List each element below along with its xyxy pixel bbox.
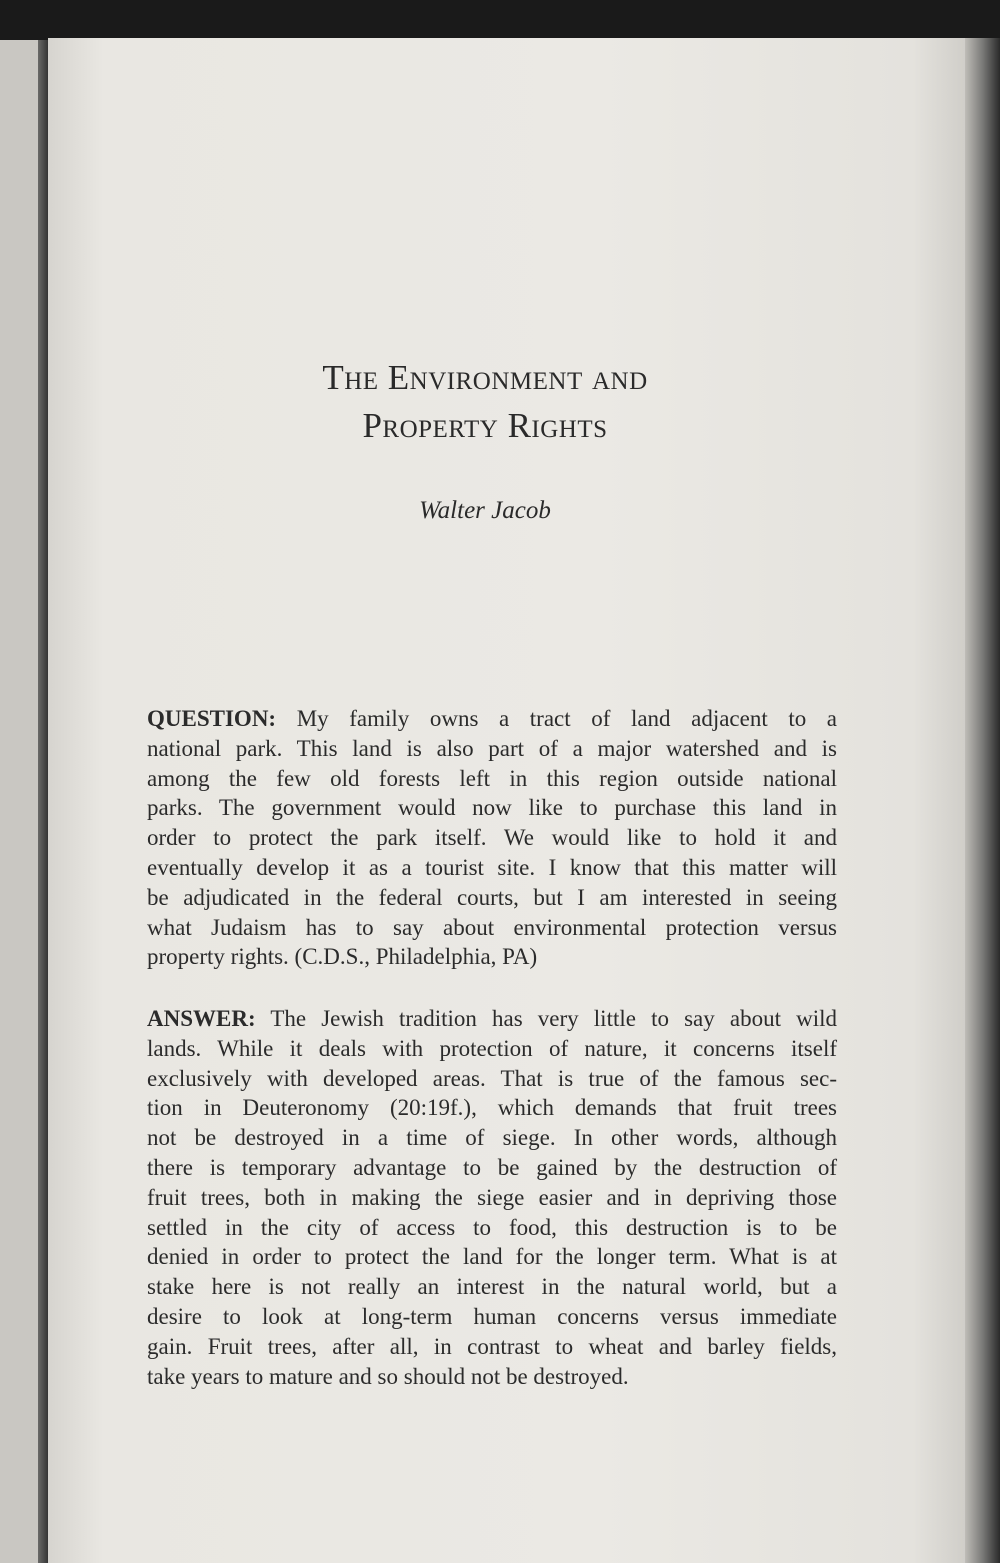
answer-line: tion in Deuteronomy (20:19f.), which demands that fruit trees: [147, 1095, 837, 1121]
question-line: among the few old forests left in this region outside national: [147, 765, 837, 791]
question-line: [147, 704, 837, 734]
article-title-line-1: The Environment and: [322, 358, 648, 397]
question-line: order to protect the park itself. We would like to hold it and: [147, 825, 837, 851]
answer-line: there is temporary advantage to be gained by the destruction of: [147, 1154, 837, 1180]
answer-label: ANSWER:: [147, 1006, 256, 1031]
question-line: property rights. (C.D.S., Philadelphia, PA): [147, 944, 538, 970]
answer-line: not be destroyed in a time of siege. In other words, although: [147, 1125, 837, 1151]
answer-line: lands. While it deals with protection of nature, it concerns itself: [147, 1035, 837, 1061]
answer-line: stake here is not really an interest in the natural world, but a: [147, 1274, 837, 1300]
answer-line: desire to look at long-term human concerns versus immediate: [147, 1303, 837, 1329]
question-line: parks. The government would now like to purchase this land in: [147, 795, 837, 821]
line-text: The Jewish tradition has very little to say about wild: [270, 1006, 837, 1031]
answer-paragraph: [147, 1004, 837, 1391]
article-title-line-2: Property Rights: [362, 406, 608, 445]
question-paragraph: [147, 704, 837, 972]
answer-line: fruit trees, both in making the siege easier and in depriving those: [147, 1184, 837, 1210]
line-text: My family owns a tract of land adjacent to a: [296, 706, 838, 731]
answer-line: settled in the city of access to food, this destruction is to be: [147, 1214, 837, 1240]
question-label: QUESTION:: [147, 706, 277, 731]
answer-line: [147, 1004, 837, 1034]
question-line: be adjudicated in the federal courts, but I am interested in seeing: [147, 884, 837, 910]
question-line: what Judaism has to say about environmental protection versus: [147, 914, 837, 940]
answer-line: exclusively with developed areas. That is true of the famous sec-: [147, 1065, 837, 1091]
answer-line: denied in order to protect the land for the longer term. What is at: [147, 1244, 837, 1270]
answer-line: gain. Fruit trees, after all, in contrast to wheat and barley fields,: [147, 1333, 837, 1359]
question-line: national park. This land is also part of a major watershed and is: [147, 735, 837, 761]
question-line: eventually develop it as a tourist site. I know that this matter will: [147, 854, 837, 880]
answer-line: take years to mature and so should not be destroyed.: [147, 1363, 629, 1389]
author-name: Walter Jacob: [419, 497, 551, 524]
page-stack-edge: [965, 38, 1000, 1563]
